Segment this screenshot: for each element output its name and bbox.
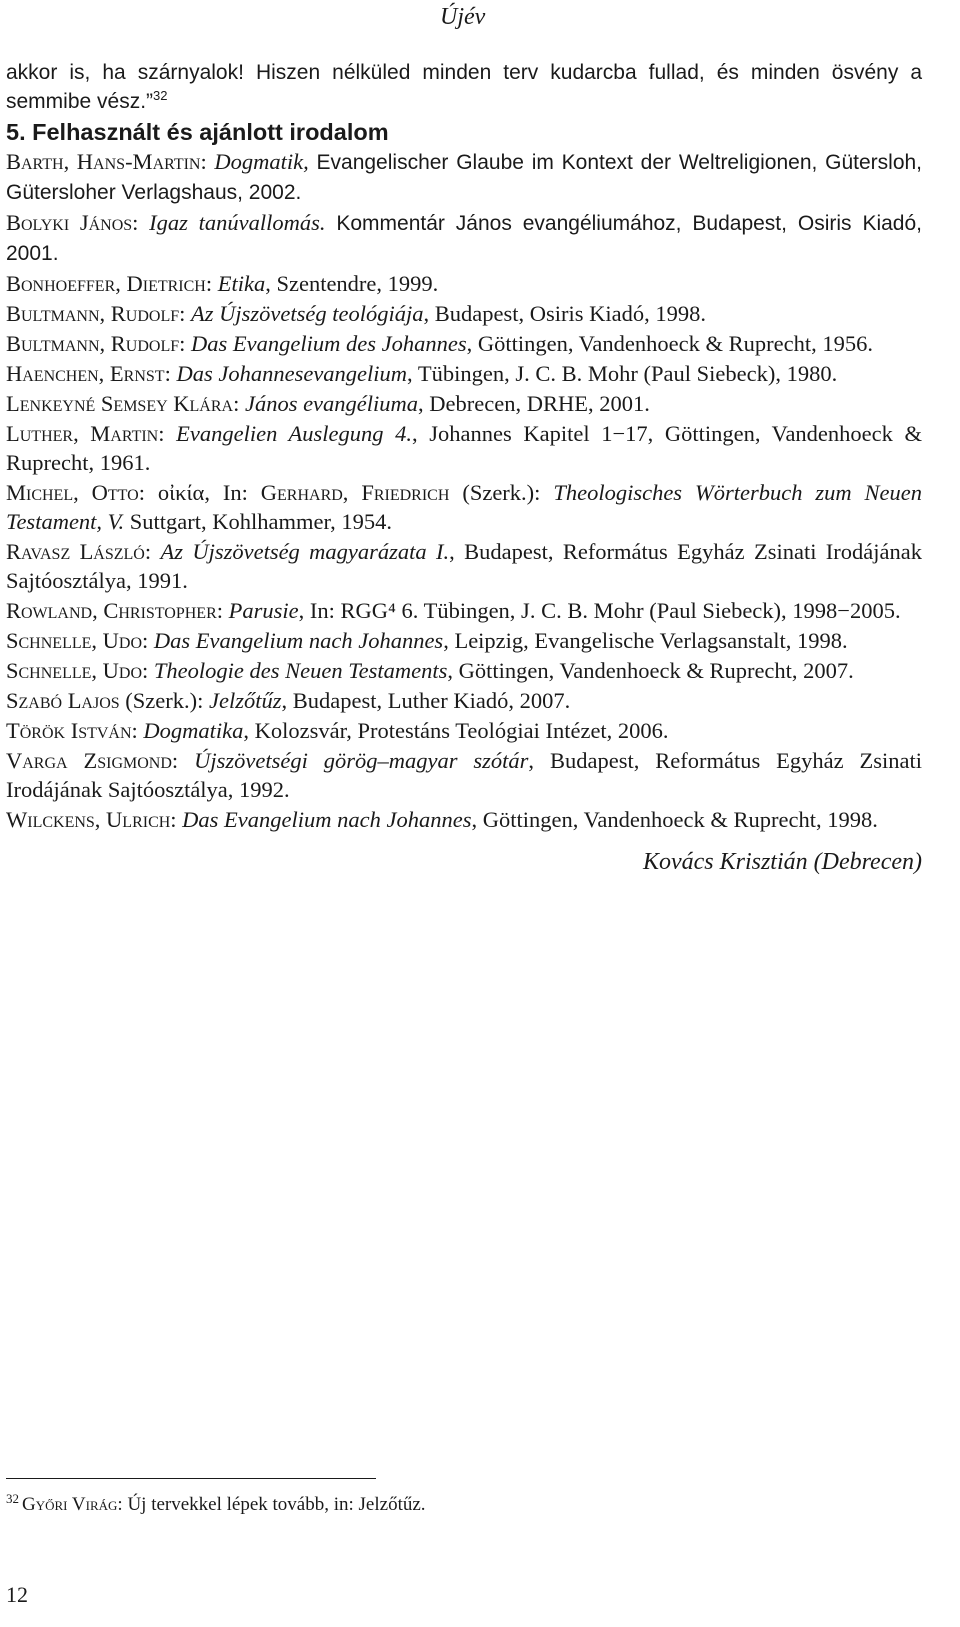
bibliography-entry	[6, 147, 922, 207]
bibliography-list	[6, 147, 922, 834]
entry-title: Etika	[217, 271, 266, 296]
bibliography-entry	[6, 686, 922, 715]
entry-title: Parusie	[228, 598, 299, 623]
entry-title: Das Johannesevangelium	[176, 361, 408, 386]
entry-details: , Budapest, Osiris Kiadó, 1998.	[423, 301, 706, 326]
entry-title: János evangéliuma	[244, 391, 419, 416]
entry-details: , Johannes Kapitel 1−17, Göttingen, Vandenhoeck & Ruprecht, 1961.	[6, 421, 923, 475]
entry-author: Ravasz László:	[6, 539, 152, 564]
entry-title: Dogmatik,	[214, 149, 309, 174]
bibliography-entry	[6, 359, 922, 388]
entry-title: Evangelien Auslegung 4.	[176, 421, 413, 446]
entry-greek-term: οἰκία	[157, 480, 205, 505]
entry-details: , Leipzig, Evangelische Verlagsanstalt, 1998.	[443, 628, 848, 653]
entry-author: Bonhoeffer, Dietrich:	[6, 271, 213, 296]
entry-details: , Szentendre, 1999.	[265, 271, 439, 296]
entry-author: Schnelle, Udo:	[6, 628, 149, 653]
continuation-text: akkor is, ha szárnyalok! Hiszen nélküled minden terv kudarcba fullad, és minden ösvény a semmibe vész.”	[6, 61, 922, 113]
entry-author: Bultmann, Rudolf:	[6, 331, 186, 356]
bibliography-entry	[6, 419, 922, 477]
footnote-text: Új tervekkel lépek tovább, in: Jelzőtűz.	[122, 1494, 426, 1515]
entry-title: Dogmatika	[143, 718, 244, 743]
entry-author: Rowland, Christopher:	[6, 598, 224, 623]
bibliography-entry	[6, 478, 922, 536]
entry-title: Igaz tanúvallomás.	[149, 210, 326, 235]
entry-details: , Göttingen, Vandenhoeck & Ruprecht, 2007.	[447, 658, 854, 683]
bibliography-entry	[6, 746, 922, 804]
entry-author: Szabó Lajos	[6, 688, 120, 713]
bibliography-entry	[6, 329, 922, 358]
footnote	[6, 1492, 906, 1518]
bibliography-entry	[6, 656, 922, 685]
entry-details: , Budapest, Református Egyház Zsinati Irodájának Sajtóosztálya, 1992.	[6, 748, 922, 802]
entry-title: Das Evangelium des Johannes	[191, 331, 467, 356]
bibliography-entry	[6, 537, 922, 595]
entry-author: Bolyki János:	[6, 210, 139, 235]
bibliography-entry	[6, 626, 922, 655]
entry-connector: (Szerk.):	[119, 688, 210, 713]
footnote-reference[interactable]: 32	[153, 88, 168, 103]
entry-details: Evangelischer Glaube im Kontext der Weltreligionen, Gütersloh, Gütersloher Verlagshaus, 2002.	[6, 151, 923, 204]
entry-details: Suttgart, Kohlhammer, 1954.	[124, 509, 392, 534]
bibliography-entry	[6, 208, 922, 268]
entry-details: , Kolozsvár, Protestáns Teológiai Intézet, 2006.	[243, 718, 669, 743]
entry-details: , Tübingen, J. C. B. Mohr (Paul Siebeck), 1980.	[407, 361, 838, 386]
bibliography-entry	[6, 299, 922, 328]
author-signature: Kovács Krisztián (Debrecen)	[642, 849, 922, 875]
entry-details: , Budapest, Luther Kiadó, 2007.	[281, 688, 571, 713]
entry-editor: Gerhard, Friedrich	[260, 480, 450, 505]
entry-details: , Göttingen, Vandenhoeck & Ruprecht, 1998.	[471, 807, 878, 832]
entry-title: Az Újszövetség teológiája	[191, 301, 424, 326]
footnote-divider	[6, 1478, 376, 1479]
entry-author: Barth, Hans-Martin:	[6, 149, 207, 174]
entry-title: Az Újszövetség magyarázata I.	[160, 539, 450, 564]
entry-connector: (Szerk.):	[449, 480, 554, 505]
footnote-mark: 32	[6, 1490, 19, 1506]
entry-title: Das Evangelium nach Johannes	[182, 807, 472, 832]
page-body	[6, 58, 922, 877]
entry-title: Das Evangelium nach Johannes	[153, 628, 444, 653]
page-number: 12	[6, 1582, 28, 1607]
entry-author: Haenchen, Ernst:	[6, 361, 171, 386]
entry-author: Schnelle, Udo:	[6, 658, 149, 683]
continuation-paragraph	[6, 58, 922, 116]
section-heading: 5. Felhasznált és ajánlott irodalom	[6, 119, 389, 145]
entry-title: Jelzőtűz	[209, 688, 282, 713]
entry-title: Theologie des Neuen Testaments	[153, 658, 448, 683]
entry-details: , Göttingen, Vandenhoeck & Ruprecht, 1956.	[466, 331, 873, 356]
bibliography-entry	[6, 269, 922, 298]
entry-author: Wilckens, Ulrich:	[6, 807, 177, 832]
entry-author: Lenkeyné Semsey Klára:	[6, 391, 240, 416]
entry-title: Újszövetségi görög–magyar szótár	[194, 748, 529, 773]
entry-title: Theologisches Wörterbuch zum Neuen Testament, V.	[6, 480, 922, 534]
entry-author: Varga Zsigmond:	[6, 748, 179, 773]
entry-connector: , In:	[204, 480, 261, 505]
entry-details: , In: RGG⁴ 6. Tübingen, J. C. B. Mohr (Paul Siebeck), 1998−2005.	[298, 598, 901, 623]
entry-author: Török István:	[6, 718, 138, 743]
entry-author: Bultmann, Rudolf:	[6, 301, 186, 326]
entry-details: , Budapest, Református Egyház Zsinati Irodájának Sajtóosztálya, 1991.	[6, 539, 922, 593]
running-head: Újév	[440, 4, 486, 30]
entry-details: Kommentár János evangéliumához, Budapest, Osiris Kiadó, 2001.	[6, 212, 922, 265]
entry-details: , Debrecen, DRHE, 2001.	[418, 391, 650, 416]
bibliography-entry	[6, 596, 922, 625]
entry-author: Luther, Martin:	[6, 421, 165, 446]
bibliography-entry	[6, 716, 922, 745]
footnote-author: Győri Virág:	[22, 1494, 123, 1515]
bibliography-entry	[6, 389, 922, 418]
entry-author: Michel, Otto:	[6, 480, 145, 505]
bibliography-entry	[6, 805, 922, 834]
